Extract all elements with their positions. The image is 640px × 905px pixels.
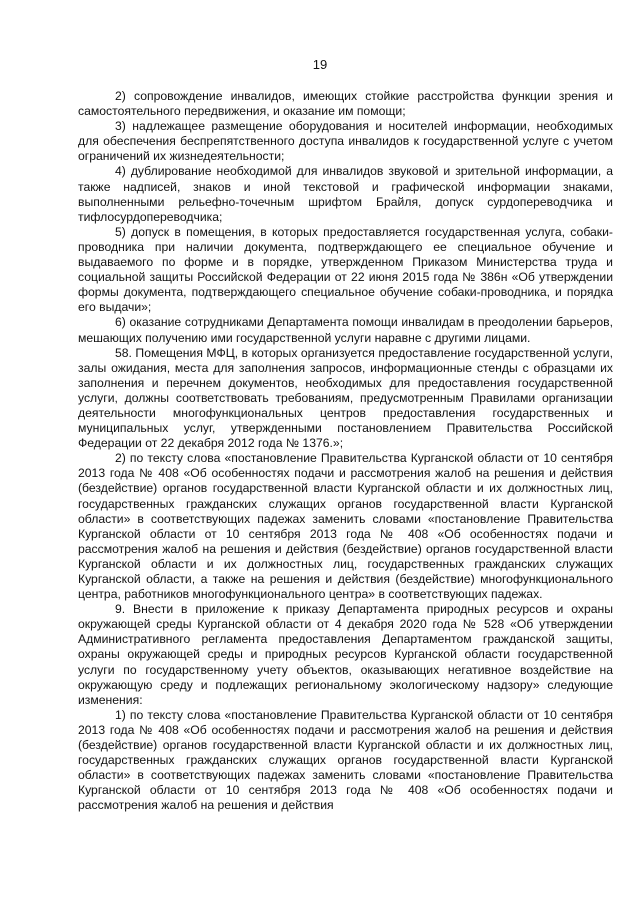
paragraph-amendment-2: 2) по тексту слова «постановление Правительства Курганской области от 10 сентября 2013 года № 408 «Об особенностях подачи и рассмотрения жалоб на решения и действия (бездействие) органов государственной власти Курганской области и их должностных лиц, государственных гражданских служащих органов государственной власти Курганской области» в соответствующих падежах заменить словами «постановление Правительства Курганской области от 10 сентября 2013 года № 408 «Об особенностях подачи и рассмотрения жалоб на решения и действия (бездействие) органов государственной власти Курганской области и их должностных лиц, государственных гражданских служащих Курганской области, а также на решения и действия (бездействие) многофункционального центра, работников многофункционального центра» в соответствующих падежах. (78, 451, 613, 602)
paragraph-9: 9. Внести в приложение к приказу Департамента природных ресурсов и охраны окружающей среды Курганской области от 4 декабря 2020 года № 528 «Об утверждении Административного регламента предоставления Департаментом гражданской защиты, охраны окружающей среды и природных ресурсов Курганской области государственной услуги по государственному учету объектов, оказывающих негативное воздействие на окружающую среду и подлежащих региональному экологическому надзору» следующие изменения: (78, 602, 613, 707)
page-number: 19 (312, 57, 328, 72)
paragraph-item-3: 3) надлежащее размещение оборудования и носителей информации, необходимых для обеспечения беспрепятственного доступа инвалидов к государственной услуге с учетом ограничений их жизнедеятельности; (78, 119, 613, 164)
paragraph-58: 58. Помещения МФЦ, в которых организуется предоставление государственной услуги, залы ожидания, места для заполнения запросов, информационные стенды с образцами их заполнения и перечнем документов, необходимых для предоставления государственной услуги, должны соответствовать требованиям, предусмотренным Правилами организации деятельности многофункциональных центров предоставления государственных и муниципальных услуг, утвержденными постановлением Правительства Российской Федерации от 22 декабря 2012 года № 1376.»; (78, 345, 613, 451)
paragraph-amendment-1: 1) по тексту слова «постановление Правительства Курганской области от 10 сентября 2013 года № 408 «Об особенностях подачи и рассмотрения жалоб на решения и действия (бездействие) органов государственной власти Курганской области и их должностных лиц, государственных гражданских служащих органов государственной власти Курганской области» в соответствующих падежах заменить словами «постановление Правительства Курганской области от 10 сентября 2013 года № 408 «Об особенностях подачи и рассмотрения жалоб на решения и действия (78, 707, 613, 813)
paragraph-item-2: 2) сопровождение инвалидов, имеющих стойкие расстройства функции зрения и самостоятельного передвижения, и оказание им помощи; (78, 89, 613, 119)
paragraph-item-4: 4) дублирование необходимой для инвалидов звуковой и зрительной информации, а также надписей, знаков и иной текстовой и графической информации знаками, выполненными рельефно-точечным шрифтом Брайля, допуск сурдопереводчика и тифлосурдопереводчика; (78, 164, 613, 224)
paragraph-item-5: 5) допуск в помещения, в которых предоставляется государственная услуга, собаки-проводника при наличии документа, подтверждающего ее специальное обучение и выдаваемого по форме и в порядке, утвержденном Приказом Министерства труда и социальной защиты Российской Федерации от 22 июня 2015 года № 386н «Об утверждении формы документа, подтверждающего специальное обучение собаки-проводника, и порядка его выдачи»; (78, 224, 613, 315)
paragraph-item-6: 6) оказание сотрудниками Департамента помощи инвалидам в преодолении барьеров, мешающих получению ими государственной услуги наравне с другими лицами. (78, 315, 613, 345)
document-body (78, 89, 613, 814)
